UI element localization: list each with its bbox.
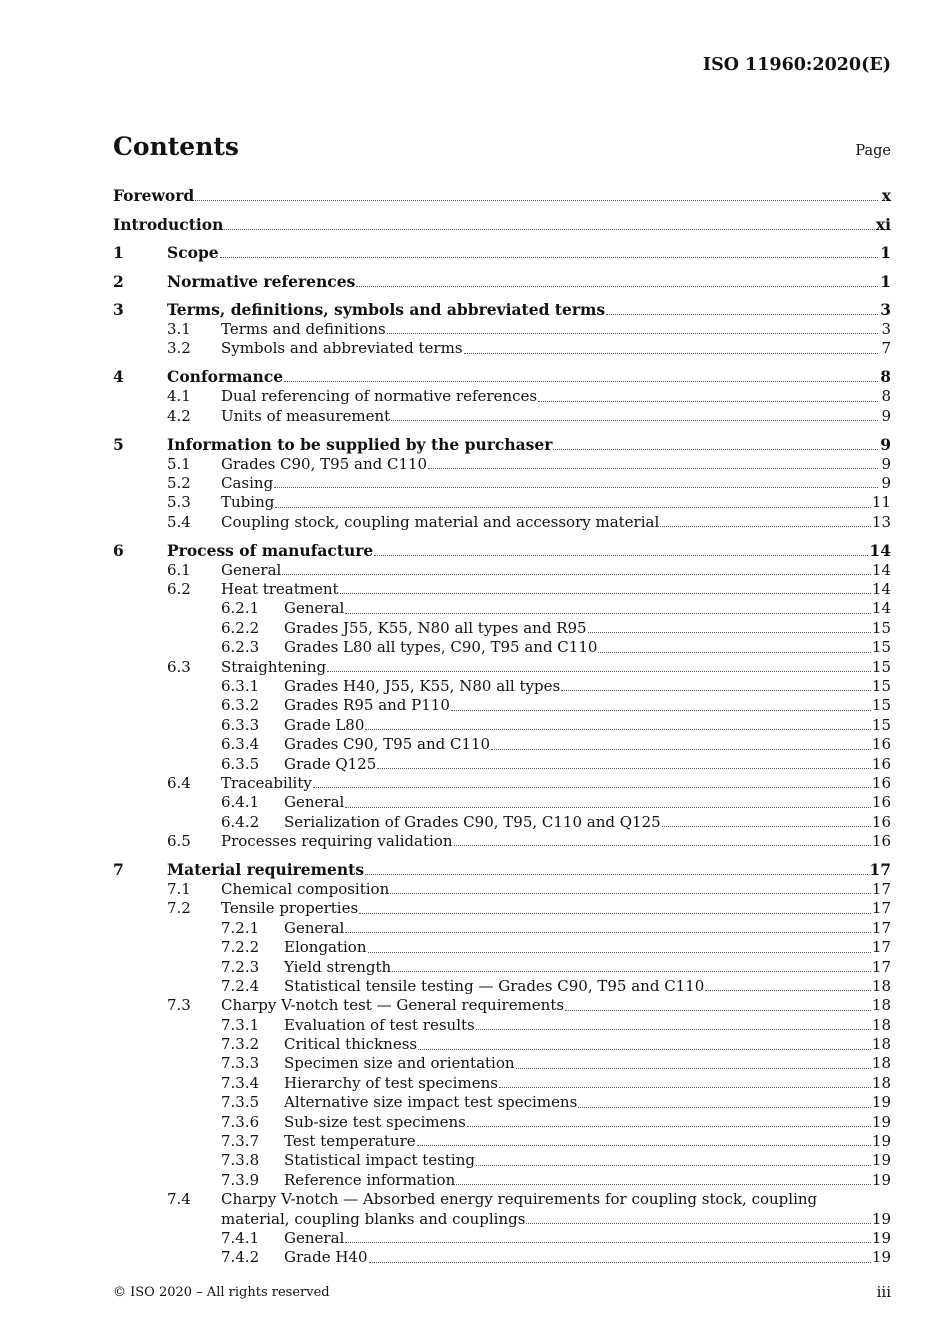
toc-entry-page: 16: [871, 832, 891, 851]
dot-leader: [391, 420, 878, 421]
toc-entry-page: 15: [871, 657, 891, 676]
toc-entry-title: Grades R95 and P110: [284, 696, 450, 715]
toc-entry-page: 16: [871, 735, 891, 754]
dot-leader: [578, 1107, 871, 1108]
toc-entry-title: Traceability: [221, 773, 312, 792]
dot-leader: [499, 1087, 871, 1088]
toc-entry-page: 18: [871, 1035, 891, 1054]
toc-entry-page: 1: [880, 271, 891, 291]
toc-entry-title: Introduction: [113, 214, 224, 234]
toc-entry-title: Coupling stock, coupling material and accessory material: [221, 512, 660, 531]
toc-entry-page: 8: [880, 367, 891, 387]
dot-leader: [418, 1049, 871, 1050]
toc-entry[interactable]: [113, 813, 891, 832]
toc-entry[interactable]: [113, 996, 891, 1015]
toc-entry[interactable]: [113, 832, 891, 851]
toc-entry-page: 7: [881, 339, 891, 358]
toc-entry[interactable]: [113, 899, 891, 918]
toc-entry[interactable]: [113, 580, 891, 599]
toc-entry[interactable]: [113, 677, 891, 696]
toc-entry-number: 6.3.2: [221, 696, 260, 715]
toc-entry-number: 5.2: [167, 473, 191, 492]
toc-entry-title: General: [284, 918, 345, 937]
toc-entry-page: 13: [871, 512, 891, 531]
table-of-contents: [113, 186, 891, 1268]
dot-leader: [553, 449, 878, 450]
toc-entry-title: Dual referencing of normative references: [221, 387, 538, 406]
toc-entry-number: 6.2.3: [221, 638, 260, 657]
toc-entry-page: 18: [871, 976, 891, 995]
dot-leader: [392, 971, 871, 972]
dot-leader: [365, 874, 868, 875]
toc-entry[interactable]: [113, 1113, 891, 1132]
toc-entry-number: 7.2.1: [221, 918, 260, 937]
toc-entry[interactable]: [113, 658, 891, 677]
toc-entry-title: Elongation: [284, 938, 367, 957]
toc-entry-title: General: [221, 560, 282, 579]
dot-leader: [275, 507, 871, 508]
toc-entry-title: Foreword: [113, 186, 195, 205]
toc-entry-title: Grades J55, K55, N80 all types and R95: [284, 618, 587, 637]
toc-entry[interactable]: [113, 215, 891, 235]
dot-leader: [327, 671, 871, 672]
dot-leader: [467, 1126, 871, 1127]
toc-entry-page: 15: [871, 676, 891, 695]
toc-entry[interactable]: [113, 919, 891, 938]
dot-leader: [428, 468, 878, 469]
toc-entry-number: 7.2.3: [221, 957, 260, 976]
toc-entry-title: Process of manufacture: [167, 540, 374, 560]
toc-entry-title: Evaluation of test results: [284, 1015, 475, 1034]
toc-entry-number: 7.3.8: [221, 1151, 260, 1170]
toc-entry[interactable]: [113, 243, 891, 263]
toc-entry[interactable]: [113, 735, 891, 754]
dot-leader: [369, 1262, 871, 1263]
toc-entry-page: 9: [881, 454, 891, 473]
toc-entry[interactable]: [113, 1151, 891, 1170]
dot-leader: [195, 200, 878, 201]
toc-entry-number: 7.3.4: [221, 1073, 260, 1092]
toc-entry-number: 5: [113, 434, 124, 454]
dot-leader: [588, 632, 871, 633]
dot-leader: [526, 1223, 870, 1224]
toc-entry-number: 5.3: [167, 493, 191, 512]
toc-entry-number: 3.2: [167, 339, 191, 358]
dot-leader: [516, 1068, 871, 1069]
dot-leader: [313, 787, 871, 788]
toc-entry-page: 8: [881, 387, 891, 406]
toc-entry-page: 15: [871, 618, 891, 637]
toc-entry[interactable]: [113, 1248, 891, 1267]
toc-entry-number: 6.3.5: [221, 754, 260, 773]
toc-entry-title: Charpy V-notch test — General requirements: [221, 996, 565, 1015]
dot-leader: [454, 845, 871, 846]
copyright-footer: © ISO 2020 – All rights reserved: [113, 1285, 330, 1300]
dot-leader: [456, 1184, 871, 1185]
toc-entry-number: 7.3.3: [221, 1054, 260, 1073]
toc-entry-title: Yield strength: [284, 957, 392, 976]
toc-entry-number: 6.3: [167, 657, 191, 676]
dot-leader: [561, 690, 871, 691]
dot-leader: [345, 1242, 871, 1243]
dot-leader: [598, 652, 870, 653]
toc-entry-page: 17: [871, 899, 891, 918]
toc-entry-number: 7.3.1: [221, 1015, 260, 1034]
toc-entry-number: 6.2.1: [221, 599, 260, 618]
toc-entry-page: 18: [871, 1015, 891, 1034]
page-number: iii: [876, 1283, 891, 1301]
toc-entry-number: 7.2.2: [221, 938, 260, 957]
toc-entry[interactable]: [113, 1035, 891, 1054]
toc-entry-number: 3: [113, 300, 124, 319]
toc-entry[interactable]: [113, 1171, 891, 1190]
page-column-label: Page: [855, 143, 891, 159]
toc-entry-number: 7.3.7: [221, 1132, 260, 1151]
toc-entry[interactable]: [113, 474, 891, 493]
toc-entry[interactable]: [113, 860, 891, 880]
toc-entry[interactable]: [113, 1055, 891, 1074]
toc-entry-title: Grades C90, T95 and C110: [284, 735, 491, 754]
toc-entry-title: General: [284, 793, 345, 812]
dot-leader: [365, 729, 871, 730]
toc-entry-number: 5.4: [167, 512, 191, 531]
toc-entry-page: 17: [871, 938, 891, 957]
document-id: ISO 11960:2020(E): [702, 55, 891, 75]
dot-leader: [390, 893, 871, 894]
toc-entry-title: Conformance: [167, 367, 284, 387]
toc-entry-page: 16: [871, 754, 891, 773]
toc-entry-page: 19: [871, 1093, 891, 1112]
toc-entry-title: Sub-size test specimens: [284, 1112, 466, 1131]
toc-entry-number: 4.2: [167, 406, 191, 425]
toc-entry-page: 15: [871, 638, 891, 657]
page-title: Contents: [113, 132, 240, 161]
toc-entry-title: Information to be supplied by the purchaser: [167, 434, 553, 454]
dot-leader: [220, 257, 878, 258]
toc-entry-number: 6.4: [167, 773, 191, 792]
toc-entry-page: 19: [871, 1151, 891, 1170]
toc-entry-number: 7.4.2: [221, 1248, 260, 1267]
toc-entry-title: General: [284, 1229, 345, 1247]
toc-entry-title: Alternative size impact test specimens: [284, 1093, 578, 1112]
toc-entry-number: 2: [113, 271, 124, 291]
toc-entry-page: 16: [871, 773, 891, 792]
toc-entry-page: 3: [880, 300, 891, 319]
toc-entry-number: 6.4.1: [221, 793, 260, 812]
toc-entry-title: General: [284, 599, 345, 618]
toc-entry-title: Reference information: [284, 1170, 456, 1189]
toc-entry-number: 7.3.2: [221, 1035, 260, 1054]
dot-leader: [565, 1010, 871, 1011]
toc-entry-number: 6.1: [167, 560, 191, 579]
toc-entry[interactable]: [113, 958, 891, 977]
toc-entry[interactable]: [113, 1132, 891, 1151]
toc-entry[interactable]: [113, 455, 891, 474]
toc-entry-title: Casing: [221, 473, 274, 492]
toc-entry[interactable]: [113, 1074, 891, 1093]
toc-entry-title: Tubing: [221, 493, 275, 512]
toc-entry-page: 9: [880, 434, 891, 454]
toc-entry[interactable]: [113, 387, 891, 406]
toc-entry-number: 7: [113, 859, 124, 879]
toc-entry-page: 19: [871, 1229, 891, 1247]
toc-entry-number: 6.3.3: [221, 715, 260, 734]
toc-entry-title: Straightening: [221, 657, 327, 676]
dot-leader: [356, 286, 878, 287]
toc-entry-page: 14: [871, 560, 891, 579]
toc-entry[interactable]: [113, 272, 891, 292]
toc-entry-page: 15: [871, 715, 891, 734]
toc-entry-page: 1: [880, 243, 891, 262]
toc-entry-title: Hierarchy of test specimens: [284, 1073, 498, 1092]
toc-entry-number: 7.3.5: [221, 1093, 260, 1112]
toc-entry-title: Test temperature: [284, 1132, 416, 1151]
toc-entry[interactable]: [113, 599, 891, 618]
toc-entry[interactable]: [113, 435, 891, 455]
toc-entry-number: 6.3.1: [221, 676, 260, 695]
toc-entry-title: Charpy V-notch — Absorbed energy requirements for coupling stock, coupling: [221, 1190, 818, 1209]
toc-entry-title: Grade L80: [284, 715, 365, 734]
toc-entry-page: 16: [871, 793, 891, 812]
toc-entry-number: 6.4.2: [221, 812, 260, 831]
dot-leader: [377, 768, 871, 769]
dot-leader: [284, 381, 878, 382]
dot-leader: [340, 593, 871, 594]
dot-leader: [282, 574, 871, 575]
toc-entry-title: Tensile properties: [221, 899, 359, 918]
toc-entry[interactable]: [113, 300, 891, 320]
toc-entry[interactable]: [113, 339, 891, 358]
toc-entry-number: 6.3.4: [221, 735, 260, 754]
toc-entry-page: 9: [881, 406, 891, 425]
toc-entry-title: Grades L80 all types, C90, T95 and C110: [284, 638, 598, 657]
dot-leader: [476, 1165, 871, 1166]
dot-leader: [538, 401, 878, 402]
toc-entry-number: 6.2.2: [221, 618, 260, 637]
toc-entry-page: 17: [871, 879, 891, 898]
toc-entry-page: 19: [871, 1209, 891, 1228]
toc-entry-title: Grade Q125: [284, 754, 377, 773]
toc-entry-title: Terms, definitions, symbols and abbreviated terms: [167, 300, 606, 319]
toc-entry-title-line2: material, coupling blanks and couplings: [221, 1209, 526, 1228]
toc-entry[interactable]: [113, 1093, 891, 1112]
dot-leader: [417, 1145, 871, 1146]
dot-leader: [451, 710, 871, 711]
toc-entry[interactable]: [113, 493, 891, 512]
toc-entry-title: Material requirements: [167, 859, 365, 879]
toc-entry-title: Normative references: [167, 271, 356, 291]
dot-leader: [345, 807, 871, 808]
toc-entry[interactable]: [113, 513, 891, 532]
toc-entry-page: x: [881, 186, 891, 205]
dot-leader: [606, 314, 878, 315]
toc-entry-page: 17: [869, 859, 891, 879]
toc-entry-title: Units of measurement: [221, 406, 391, 425]
toc-entry-number: 6.5: [167, 832, 191, 851]
dot-leader: [359, 913, 871, 914]
toc-entry-page: 17: [871, 957, 891, 976]
toc-entry-number: 7.2.4: [221, 976, 260, 995]
toc-entry-title: Grades C90, T95 and C110: [221, 454, 428, 473]
toc-entry[interactable]: [113, 716, 891, 735]
toc-entry-number: 7.2: [167, 899, 191, 918]
toc-entry[interactable]: [113, 638, 891, 657]
toc-entry[interactable]: [113, 407, 891, 426]
toc-entry-title: Heat treatment: [221, 580, 339, 598]
toc-entry-page: 19: [871, 1170, 891, 1189]
dot-leader: [387, 333, 878, 334]
toc-entry[interactable]: [113, 793, 891, 812]
toc-entry-page: 11: [871, 493, 891, 512]
toc-entry[interactable]: [113, 1190, 891, 1209]
dot-leader: [368, 952, 871, 953]
toc-entry[interactable]: [113, 880, 891, 899]
toc-entry-title: Grade H40: [284, 1248, 368, 1267]
dot-leader: [374, 555, 868, 556]
toc-entry-number: 1: [113, 243, 124, 262]
toc-entry-page: 16: [871, 812, 891, 831]
toc-entry[interactable]: [113, 774, 891, 793]
toc-entry-page: 18: [871, 1073, 891, 1092]
toc-entry-page: 19: [871, 1112, 891, 1131]
toc-entry-number: 4: [113, 367, 124, 387]
toc-entry-number: 7.4.1: [221, 1229, 260, 1247]
toc-entry[interactable]: [113, 1229, 891, 1248]
toc-entry-page: 15: [871, 696, 891, 715]
toc-entry-number: 3.1: [167, 319, 191, 338]
toc-entry-number: 7.3.6: [221, 1112, 260, 1131]
toc-entry[interactable]: [113, 1016, 891, 1035]
toc-entry-page: 19: [871, 1248, 891, 1267]
dot-leader: [662, 826, 871, 827]
dot-leader: [224, 229, 874, 230]
toc-entry-page: 18: [871, 1054, 891, 1073]
toc-entry-page: 19: [871, 1132, 891, 1151]
toc-entry-page: 14: [871, 599, 891, 618]
toc-entry[interactable]: [113, 561, 891, 580]
dot-leader: [345, 613, 871, 614]
toc-entry-page: 14: [869, 540, 891, 560]
dot-leader: [705, 990, 871, 991]
toc-entry[interactable]: [113, 938, 891, 957]
dot-leader: [491, 749, 871, 750]
toc-entry[interactable]: [113, 541, 891, 561]
toc-entry-title: Specimen size and orientation: [284, 1054, 515, 1073]
toc-entry[interactable]: [113, 619, 891, 638]
toc-entry[interactable]: [113, 367, 891, 387]
toc-entry-number: 6: [113, 540, 124, 560]
toc-entry-page: 18: [871, 996, 891, 1015]
toc-entry-title: Terms and definitions: [221, 319, 386, 338]
toc-entry-title: Grades H40, J55, K55, N80 all types: [284, 676, 561, 695]
dot-leader: [345, 932, 871, 933]
toc-entry-title: Symbols and abbreviated terms: [221, 339, 463, 358]
toc-entry-number: 7.4: [167, 1190, 191, 1209]
toc-entry-title: Chemical composition: [221, 879, 390, 898]
toc-entry[interactable]: [113, 755, 891, 774]
toc-entry-page: 9: [881, 473, 891, 492]
toc-entry-title: Statistical tensile testing — Grades C90, T95 and C110: [284, 976, 705, 995]
toc-entry-title: Statistical impact testing: [284, 1151, 475, 1170]
dot-leader: [464, 353, 878, 354]
dot-leader: [660, 526, 871, 527]
toc-entry-page: 17: [871, 918, 891, 937]
toc-entry[interactable]: [113, 320, 891, 339]
toc-entry-title: Serialization of Grades C90, T95, C110 and Q125: [284, 812, 661, 831]
toc-entry[interactable]: [113, 977, 891, 996]
toc-entry-page: 14: [871, 580, 891, 598]
toc-entry-title: Processes requiring validation: [221, 832, 453, 851]
toc-entry-number: 5.1: [167, 454, 191, 473]
toc-entry-number: 7.3: [167, 996, 191, 1015]
dot-leader: [274, 487, 878, 488]
toc-entry-number: 7.1: [167, 879, 191, 898]
toc-entry-page: xi: [875, 214, 891, 234]
toc-entry-title: Scope: [167, 243, 219, 262]
dot-leader: [476, 1029, 871, 1030]
toc-entry-title: Critical thickness: [284, 1035, 418, 1054]
toc-entry-number: 4.1: [167, 387, 191, 406]
toc-entry-number: 6.2: [167, 580, 191, 598]
toc-entry-continuation[interactable]: [113, 1210, 891, 1229]
toc-entry[interactable]: [113, 696, 891, 715]
toc-entry-number: 7.3.9: [221, 1170, 260, 1189]
toc-entry[interactable]: [113, 186, 891, 206]
toc-entry-page: 3: [881, 319, 891, 338]
